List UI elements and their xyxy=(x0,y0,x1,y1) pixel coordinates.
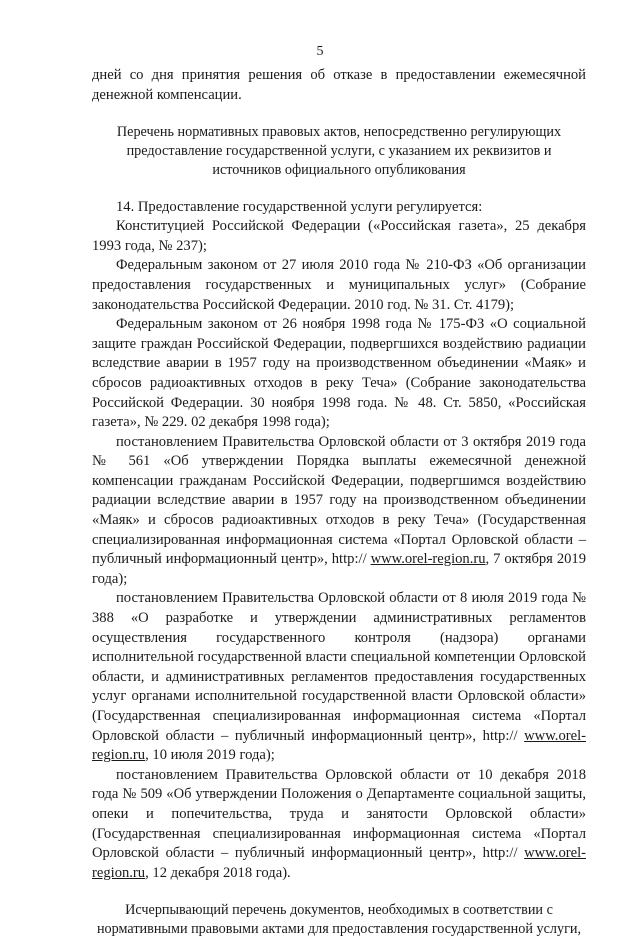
act-resolution-388-date: , 10 июля 2019 года); xyxy=(145,747,275,764)
act-resolution-388-text: постановлением Правительства Орловской области от 8 июля 2019 года № 388 «О разработке и утверждении административных регламентов осуществления государственного контроля (надзора) органами исполнительной государственной власти специальной компетенции Орловской области, и административных регламентов предоставления государственных услуг органами исполнительной государственной власти Орловской области» (Государственная специализированная информационная система «Портал Орловской области – публичный информационный центр», http:// xyxy=(92,590,586,744)
act-federal-law-175: Федеральным законом от 26 ноября 1998 года № 175-ФЗ «О социальной защите граждан Российской Федерации, подвергшихся воздействию радиации вследствие аварии в 1957 году на производственном объединении «Маяк» и сбросов радиоактивных отходов в реку Теча» (Собрание законодательства Российской Федерации. 30 ноября 1998 года. № 48. Ст. 5850, «Российская газета», № 229. 02 декабря 1998 года); xyxy=(92,316,586,431)
portal-link[interactable]: www.orel-region.ru xyxy=(92,845,586,881)
page-number: 5 xyxy=(316,44,324,59)
document-body xyxy=(92,66,586,939)
act-federal-law-210: Федеральным законом от 27 июля 2010 года № 210-ФЗ «Об организации предоставления государственных и муниципальных услуг» (Собрание законодательства Российской Федерации. 2010 год. № 31. Ст. 4179); xyxy=(92,257,586,313)
act-resolution-561-date: , 7 октября 2019 года); xyxy=(92,551,587,587)
portal-link[interactable]: www.orel-region.ru xyxy=(370,551,486,568)
act-resolution-509-text: постановлением Правительства Орловской области от 10 декабря 2018 года № 509 «Об утверждении Положения о Департаменте социальной защиты, опеки и попечительства, труда и занятости Орловской области» (Государственная специализированная информационная система «Портал Орловской области – публичный информационный центр», http:// xyxy=(92,766,586,862)
act-resolution-561-text: постановлением Правительства Орловской области от 3 октября 2019 года № 561 «Об утверждении Порядка выплаты ежемесячной денежной компенсации гражданам Российской Федерации, подвергшимся воздействию радиации вследствие аварии в 1957 году на производственном объединении «Маяк» и сбросов радиоактивных отходов в реку Теча» (Государственная специализированная информационная система «Портал Орловской области – публичный информационный центр», http:// xyxy=(92,433,586,568)
act-resolution-509-date: , 12 декабря 2018 года). xyxy=(145,864,291,881)
intro-paragraph: дней со дня принятия решения об отказе в предоставлении ежемесячной денежной компенсации. xyxy=(92,67,586,103)
item-14-intro: 14. Предоставление государственной услуги регулируется: xyxy=(116,198,483,215)
documents-list-heading: Исчерпывающий перечень документов, необходимых в соответствии с нормативными правовыми актами для предоставления государственной услуги, xyxy=(96,902,582,938)
act-resolution-388 xyxy=(92,589,586,765)
act-constitution: Конституцией Российской Федерации («Российская газета», 25 декабря 1993 года, № 237); xyxy=(92,218,586,254)
section-heading: Перечень нормативных правовых актов, непосредственно регулирующих предоставление государственной услуги, с указанием их реквизитов и источников официального опубликования xyxy=(116,124,562,178)
act-resolution-509 xyxy=(92,766,586,884)
portal-link[interactable]: www.orel-region.ru xyxy=(92,727,586,764)
act-resolution-561 xyxy=(92,433,586,590)
